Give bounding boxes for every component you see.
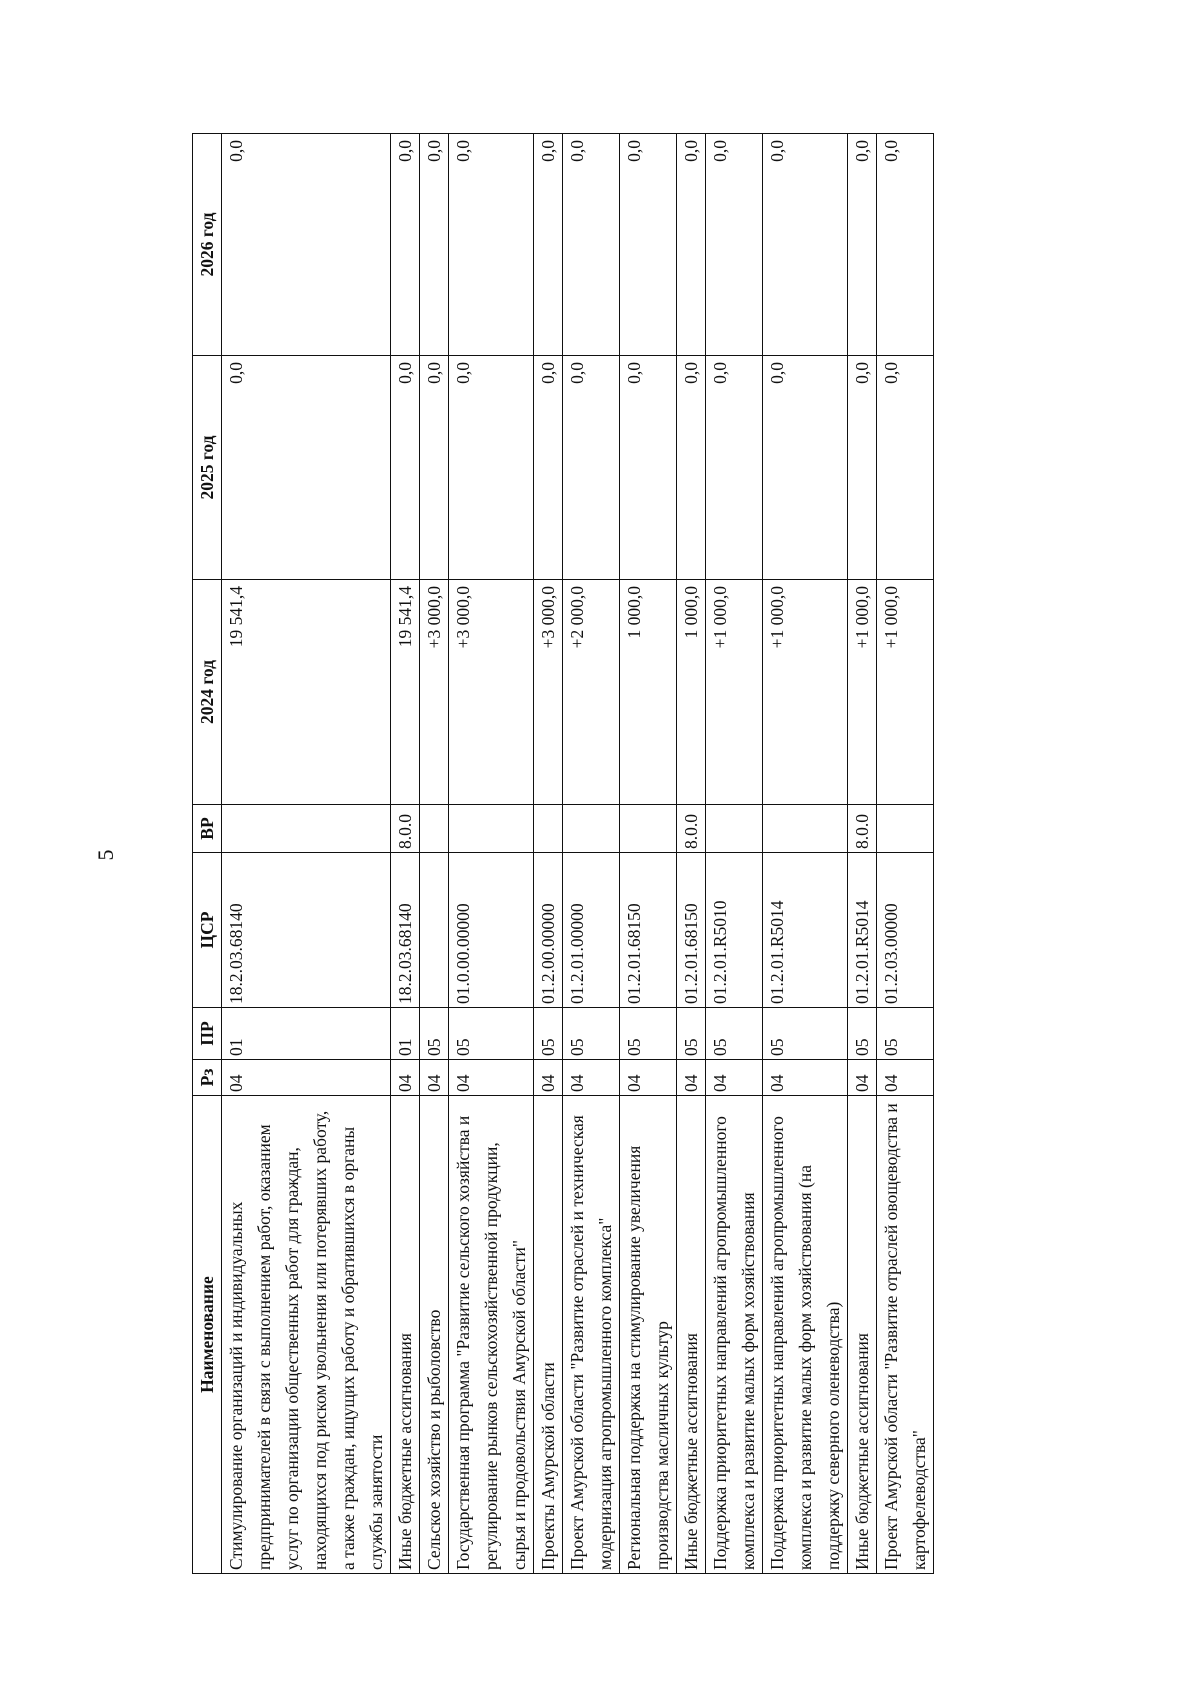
cell-rz: 04 — [677, 1060, 706, 1096]
cell-pr: 01 — [222, 1008, 391, 1060]
cell-csr: 01.2.01.R5010 — [706, 853, 763, 1008]
cell-2025: 0,0 — [534, 356, 563, 580]
cell-2025: 0,0 — [877, 356, 934, 580]
header-name: Наименование — [193, 1096, 222, 1574]
cell-csr: 18.2.03.68140 — [222, 853, 391, 1008]
header-2026: 2026 год — [193, 134, 222, 356]
cell-csr: 01.2.01.68150 — [620, 853, 677, 1008]
table-row — [420, 134, 449, 1574]
cell-csr: 01.2.01.R5014 — [848, 853, 877, 1008]
cell-rz: 04 — [706, 1060, 763, 1096]
cell-2026: 0,0 — [534, 134, 563, 356]
header-csr: ЦСР — [193, 853, 222, 1008]
cell-2024: +1 000,0 — [706, 580, 763, 805]
cell-2024: +3 000,0 — [534, 580, 563, 805]
cell-2026: 0,0 — [391, 134, 420, 356]
cell-2026: 0,0 — [848, 134, 877, 356]
cell-2026: 0,0 — [563, 134, 620, 356]
table-row — [620, 134, 677, 1574]
cell-vr: 8.0.0 — [677, 805, 706, 853]
cell-vr — [534, 805, 563, 853]
table-row — [706, 134, 763, 1574]
cell-vr — [620, 805, 677, 853]
cell-vr — [706, 805, 763, 853]
table-row — [222, 134, 391, 1574]
table-row — [677, 134, 706, 1574]
cell-2026: 0,0 — [449, 134, 534, 356]
cell-pr: 05 — [677, 1008, 706, 1060]
cell-name: Иные бюджетные ассигнования — [677, 1096, 706, 1574]
cell-rz: 04 — [563, 1060, 620, 1096]
cell-2026: 0,0 — [222, 134, 391, 356]
cell-csr: 01.2.01.00000 — [563, 853, 620, 1008]
cell-rz: 04 — [848, 1060, 877, 1096]
cell-2024: 1 000,0 — [677, 580, 706, 805]
cell-name: Сельское хозяйство и рыболовство — [420, 1096, 449, 1574]
cell-pr: 05 — [706, 1008, 763, 1060]
cell-pr: 05 — [449, 1008, 534, 1060]
cell-rz: 04 — [222, 1060, 391, 1096]
header-2024: 2024 год — [193, 580, 222, 805]
cell-2024: +1 000,0 — [763, 580, 848, 805]
cell-name: Поддержка приоритетных направлений агропромышленного комплекса и развитие малых форм хозяйствования (на поддержку северного оленеводства) — [763, 1096, 848, 1574]
header-2025: 2025 год — [193, 356, 222, 580]
cell-2026: 0,0 — [877, 134, 934, 356]
cell-rz: 04 — [391, 1060, 420, 1096]
cell-2025: 0,0 — [391, 356, 420, 580]
cell-csr: 18.2.03.68140 — [391, 853, 420, 1008]
cell-2024: +1 000,0 — [877, 580, 934, 805]
cell-rz: 04 — [877, 1060, 934, 1096]
cell-2024: +1 000,0 — [848, 580, 877, 805]
cell-name: Поддержка приоритетных направлений агропромышленного комплекса и развитие малых форм хозяйствования — [706, 1096, 763, 1574]
cell-rz: 04 — [534, 1060, 563, 1096]
header-rz: Рз — [193, 1060, 222, 1096]
cell-pr: 01 — [391, 1008, 420, 1060]
cell-rz: 04 — [420, 1060, 449, 1096]
cell-rz: 04 — [449, 1060, 534, 1096]
cell-pr: 05 — [620, 1008, 677, 1060]
budget-table-container — [192, 134, 1000, 1574]
cell-2025: 0,0 — [706, 356, 763, 580]
cell-rz: 04 — [763, 1060, 848, 1096]
cell-pr: 05 — [763, 1008, 848, 1060]
header-pr: ПР — [193, 1008, 222, 1060]
cell-2026: 0,0 — [706, 134, 763, 356]
table-body — [222, 134, 934, 1574]
cell-csr: 01.2.00.00000 — [534, 853, 563, 1008]
cell-vr — [563, 805, 620, 853]
table-row — [449, 134, 534, 1574]
table-row — [848, 134, 877, 1574]
cell-csr: 01.2.01.R5014 — [763, 853, 848, 1008]
cell-vr: 8.0.0 — [848, 805, 877, 853]
cell-2026: 0,0 — [763, 134, 848, 356]
cell-vr — [449, 805, 534, 853]
cell-2024: +3 000,0 — [420, 580, 449, 805]
budget-table — [192, 133, 934, 1574]
cell-vr — [763, 805, 848, 853]
table-row — [534, 134, 563, 1574]
cell-2024: +2 000,0 — [563, 580, 620, 805]
cell-2024: 1 000,0 — [620, 580, 677, 805]
cell-name: Региональная поддержка на стимулирование увеличения производства масличных культур — [620, 1096, 677, 1574]
cell-vr — [420, 805, 449, 853]
cell-2025: 0,0 — [563, 356, 620, 580]
cell-2024: 19 541,4 — [391, 580, 420, 805]
cell-csr: 01.2.01.68150 — [677, 853, 706, 1008]
cell-2025: 0,0 — [763, 356, 848, 580]
page-number: 5 — [93, 849, 118, 861]
cell-name: Стимулирование организаций и индивидуальных предпринимателей в связи с выполнением работ, оказанием услуг по организации общественных работ для граждан, находящихся под риском увольнения или потерявших работу, а также граждан, ищущих работу и обратившихся в органы службы занятости — [222, 1096, 391, 1574]
cell-2024: +3 000,0 — [449, 580, 534, 805]
cell-pr: 05 — [563, 1008, 620, 1060]
header-vr: ВР — [193, 805, 222, 853]
cell-name: Проект Амурской области "Развитие отраслей и техническая модернизация агропромышленного комплекса" — [563, 1096, 620, 1574]
cell-name: Иные бюджетные ассигнования — [391, 1096, 420, 1574]
cell-rz: 04 — [620, 1060, 677, 1096]
cell-2026: 0,0 — [420, 134, 449, 356]
cell-vr — [877, 805, 934, 853]
table-row — [391, 134, 420, 1574]
cell-name: Иные бюджетные ассигнования — [848, 1096, 877, 1574]
cell-vr: 8.0.0 — [391, 805, 420, 853]
cell-csr: 01.0.00.00000 — [449, 853, 534, 1008]
cell-pr: 05 — [534, 1008, 563, 1060]
cell-name: Проекты Амурской области — [534, 1096, 563, 1574]
cell-2025: 0,0 — [449, 356, 534, 580]
cell-2025: 0,0 — [848, 356, 877, 580]
cell-csr: 01.2.03.00000 — [877, 853, 934, 1008]
cell-pr: 05 — [848, 1008, 877, 1060]
cell-2025: 0,0 — [677, 356, 706, 580]
cell-2025: 0,0 — [620, 356, 677, 580]
cell-2025: 0,0 — [420, 356, 449, 580]
table-row — [763, 134, 848, 1574]
cell-name: Государственная программа "Развитие сельского хозяйства и регулирование рынков сельскохозяйственной продукции, сырья и продовольствия Амурской области" — [449, 1096, 534, 1574]
cell-2024: 19 541,4 — [222, 580, 391, 805]
cell-csr — [420, 853, 449, 1008]
table-row — [563, 134, 620, 1574]
cell-pr: 05 — [877, 1008, 934, 1060]
table-row — [877, 134, 934, 1574]
table-header-row — [193, 134, 222, 1574]
cell-vr — [222, 805, 391, 853]
cell-name: Проект Амурской области "Развитие отраслей овощеводства и картофелеводства" — [877, 1096, 934, 1574]
cell-2026: 0,0 — [620, 134, 677, 356]
cell-2026: 0,0 — [677, 134, 706, 356]
cell-pr: 05 — [420, 1008, 449, 1060]
cell-2025: 0,0 — [222, 356, 391, 580]
